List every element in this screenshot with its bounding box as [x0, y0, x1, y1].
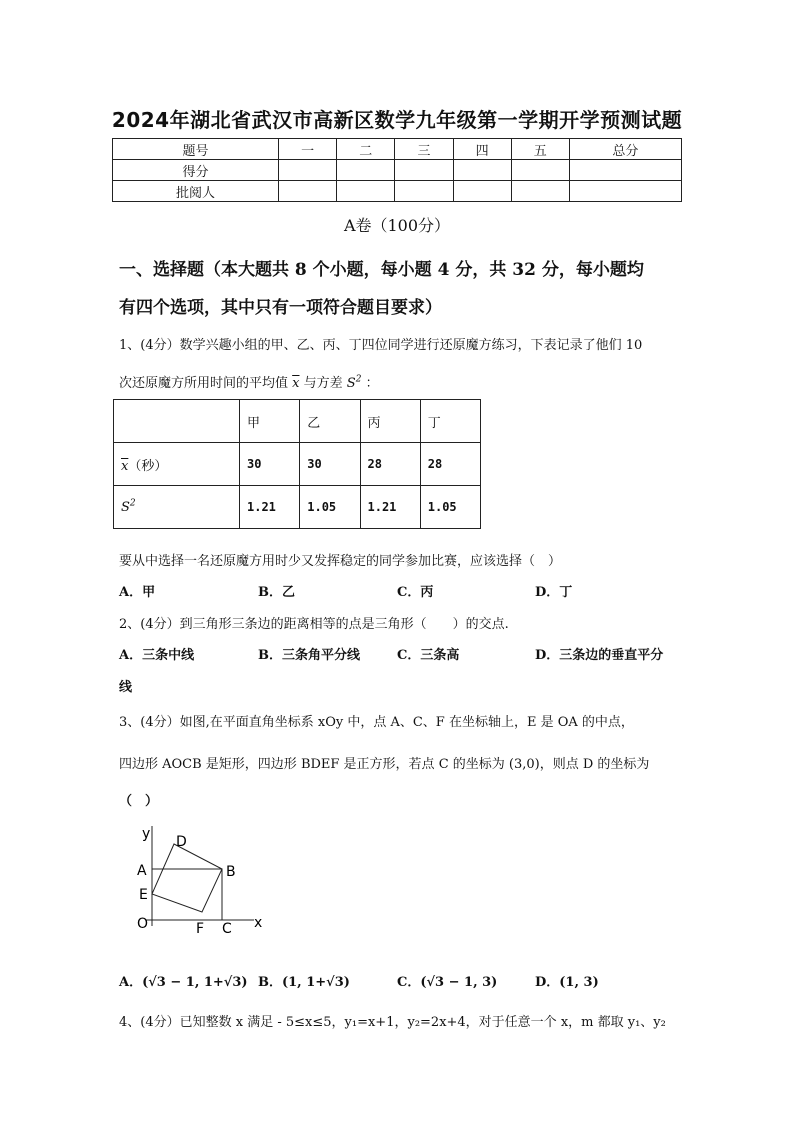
table-row — [114, 486, 481, 529]
table-cell: 总分 — [569, 139, 681, 160]
table-cell — [569, 160, 681, 181]
q2-option-b[interactable]: B．三条角平分线 — [258, 648, 360, 663]
table-cell — [453, 181, 511, 202]
table-cell: 丁 — [420, 400, 480, 443]
label-o: O — [137, 916, 149, 932]
q3-text-line1: 3、(4分）如图,在平面直角坐标系 xOy 中，点 A、C、F 在坐标轴上，E 是 OA 的中点， — [119, 715, 634, 730]
table-cell: 五 — [511, 139, 569, 160]
q3-text-line3: （ ） — [119, 794, 159, 809]
x-bar-symbol: $\overline{x}$ — [121, 458, 129, 474]
table-row — [113, 139, 682, 160]
table-cell — [511, 181, 569, 202]
q4-text-line1: 4、(4分）已知整数 x 满足 - 5≤x≤5，y₁=x+1，y₂=2x+4，对于任意一个 x，m 都取 y₁、y₂ — [119, 1015, 666, 1030]
table-row — [113, 160, 682, 181]
table-cell: 一 — [279, 139, 337, 160]
table-row — [114, 400, 481, 443]
label-b: B — [226, 864, 236, 880]
table-cell — [511, 160, 569, 181]
volume-heading: A卷（100分） — [343, 216, 451, 235]
table-cell: 得分 — [113, 160, 279, 181]
table-cell: 1.05 — [420, 486, 480, 529]
q3-option-c[interactable]: C．(√3 − 1, 3) — [397, 975, 498, 990]
table-cell: 28 — [420, 443, 480, 486]
section-heading-line1: 一、选择题（本大题共 8 个小题，每小题 4 分，共 32 分，每小题均 — [119, 260, 644, 280]
table-cell — [453, 160, 511, 181]
q3-option-b[interactable]: B．(1, 1+√3) — [258, 975, 350, 990]
q1-text-line1: 1、(4分）数学兴趣小组的甲、乙、丙、丁四位同学进行还原魔方练习，下表记录了他们 10 — [119, 338, 643, 353]
table-cell: 1.21 — [240, 486, 300, 529]
q2-option-d-wrap: 线 — [119, 680, 133, 695]
table-cell — [395, 181, 453, 202]
q1-option-d[interactable]: D．丁 — [535, 585, 573, 600]
table-cell — [114, 443, 240, 486]
table-cell: 28 — [360, 443, 420, 486]
q1-line2-pre: 次还原魔方所用时间的平均值 — [119, 376, 289, 391]
q1-question: 要从中选择一名还原魔方用时少又发挥稳定的同学参加比赛，应该选择（ ） — [119, 554, 562, 569]
s-squared-symbol: $S^2$ — [346, 374, 362, 391]
label-e: E — [139, 887, 148, 903]
page-title: 2024年湖北省武汉市高新区数学九年级第一学期开学预测试题 — [111, 108, 683, 132]
s-squared-symbol: $S^2$ — [121, 498, 136, 516]
q3-option-d[interactable]: D．(1, 3) — [535, 975, 599, 990]
table-row — [113, 181, 682, 202]
x-bar-symbol: $\overline{x}$ — [292, 376, 300, 391]
table-row — [114, 443, 481, 486]
label-d: D — [176, 834, 187, 850]
q1-line2-mid: 与方差 — [303, 376, 343, 391]
row-label: （秒） — [128, 458, 168, 474]
rectangle-aocb — [152, 869, 222, 920]
label-x: x — [254, 915, 263, 931]
q2-option-a[interactable]: A．三条中线 — [119, 648, 195, 663]
table-cell: 题号 — [113, 139, 279, 160]
q1-line2-end: ： — [365, 376, 379, 391]
q2-option-c[interactable]: C．三条高 — [397, 648, 460, 663]
label-y: y — [142, 826, 151, 842]
q2-option-d[interactable]: D．三条边的垂直平分 — [535, 648, 664, 663]
table-cell: 四 — [453, 139, 511, 160]
table-cell — [569, 181, 681, 202]
table-cell: 二 — [337, 139, 395, 160]
section-heading-line2: 有四个选项，其中只有一项符合题目要求） — [119, 298, 442, 318]
score-table — [112, 138, 682, 202]
q3-coordinate-figure — [130, 822, 270, 940]
table-cell: 丙 — [360, 400, 420, 443]
q1-option-a[interactable]: A．甲 — [119, 585, 156, 600]
label-f: F — [196, 921, 205, 937]
table-cell: 三 — [395, 139, 453, 160]
table-cell: 乙 — [300, 400, 360, 443]
table-cell: 1.05 — [300, 486, 360, 529]
table-cell — [279, 181, 337, 202]
table-cell — [114, 400, 240, 443]
label-c: C — [222, 921, 232, 937]
table-cell — [395, 160, 453, 181]
q1-option-b[interactable]: B．乙 — [258, 585, 295, 600]
table-cell — [279, 160, 337, 181]
table-cell: 1.21 — [360, 486, 420, 529]
table-cell — [114, 486, 240, 529]
table-cell — [337, 160, 395, 181]
q3-text-line2: 四边形 AOCB 是矩形，四边形 BDEF 是正方形，若点 C 的坐标为 (3,0)，则点 D 的坐标为 — [119, 757, 650, 772]
table-cell: 30 — [300, 443, 360, 486]
q1-option-c[interactable]: C．丙 — [397, 585, 434, 600]
q1-data-table — [113, 399, 481, 529]
q3-option-a[interactable]: A．(√3 − 1, 1+√3) — [119, 975, 248, 990]
q2-text: 2、(4分）到三角形三条边的距离相等的点是三角形（ ）的交点. — [119, 617, 509, 632]
table-cell — [337, 181, 395, 202]
square-bdef — [152, 844, 222, 912]
label-a: A — [137, 863, 147, 879]
table-cell: 甲 — [240, 400, 300, 443]
table-cell: 30 — [240, 443, 300, 486]
table-cell: 批阅人 — [113, 181, 279, 202]
q1-text-line2 — [119, 372, 679, 391]
